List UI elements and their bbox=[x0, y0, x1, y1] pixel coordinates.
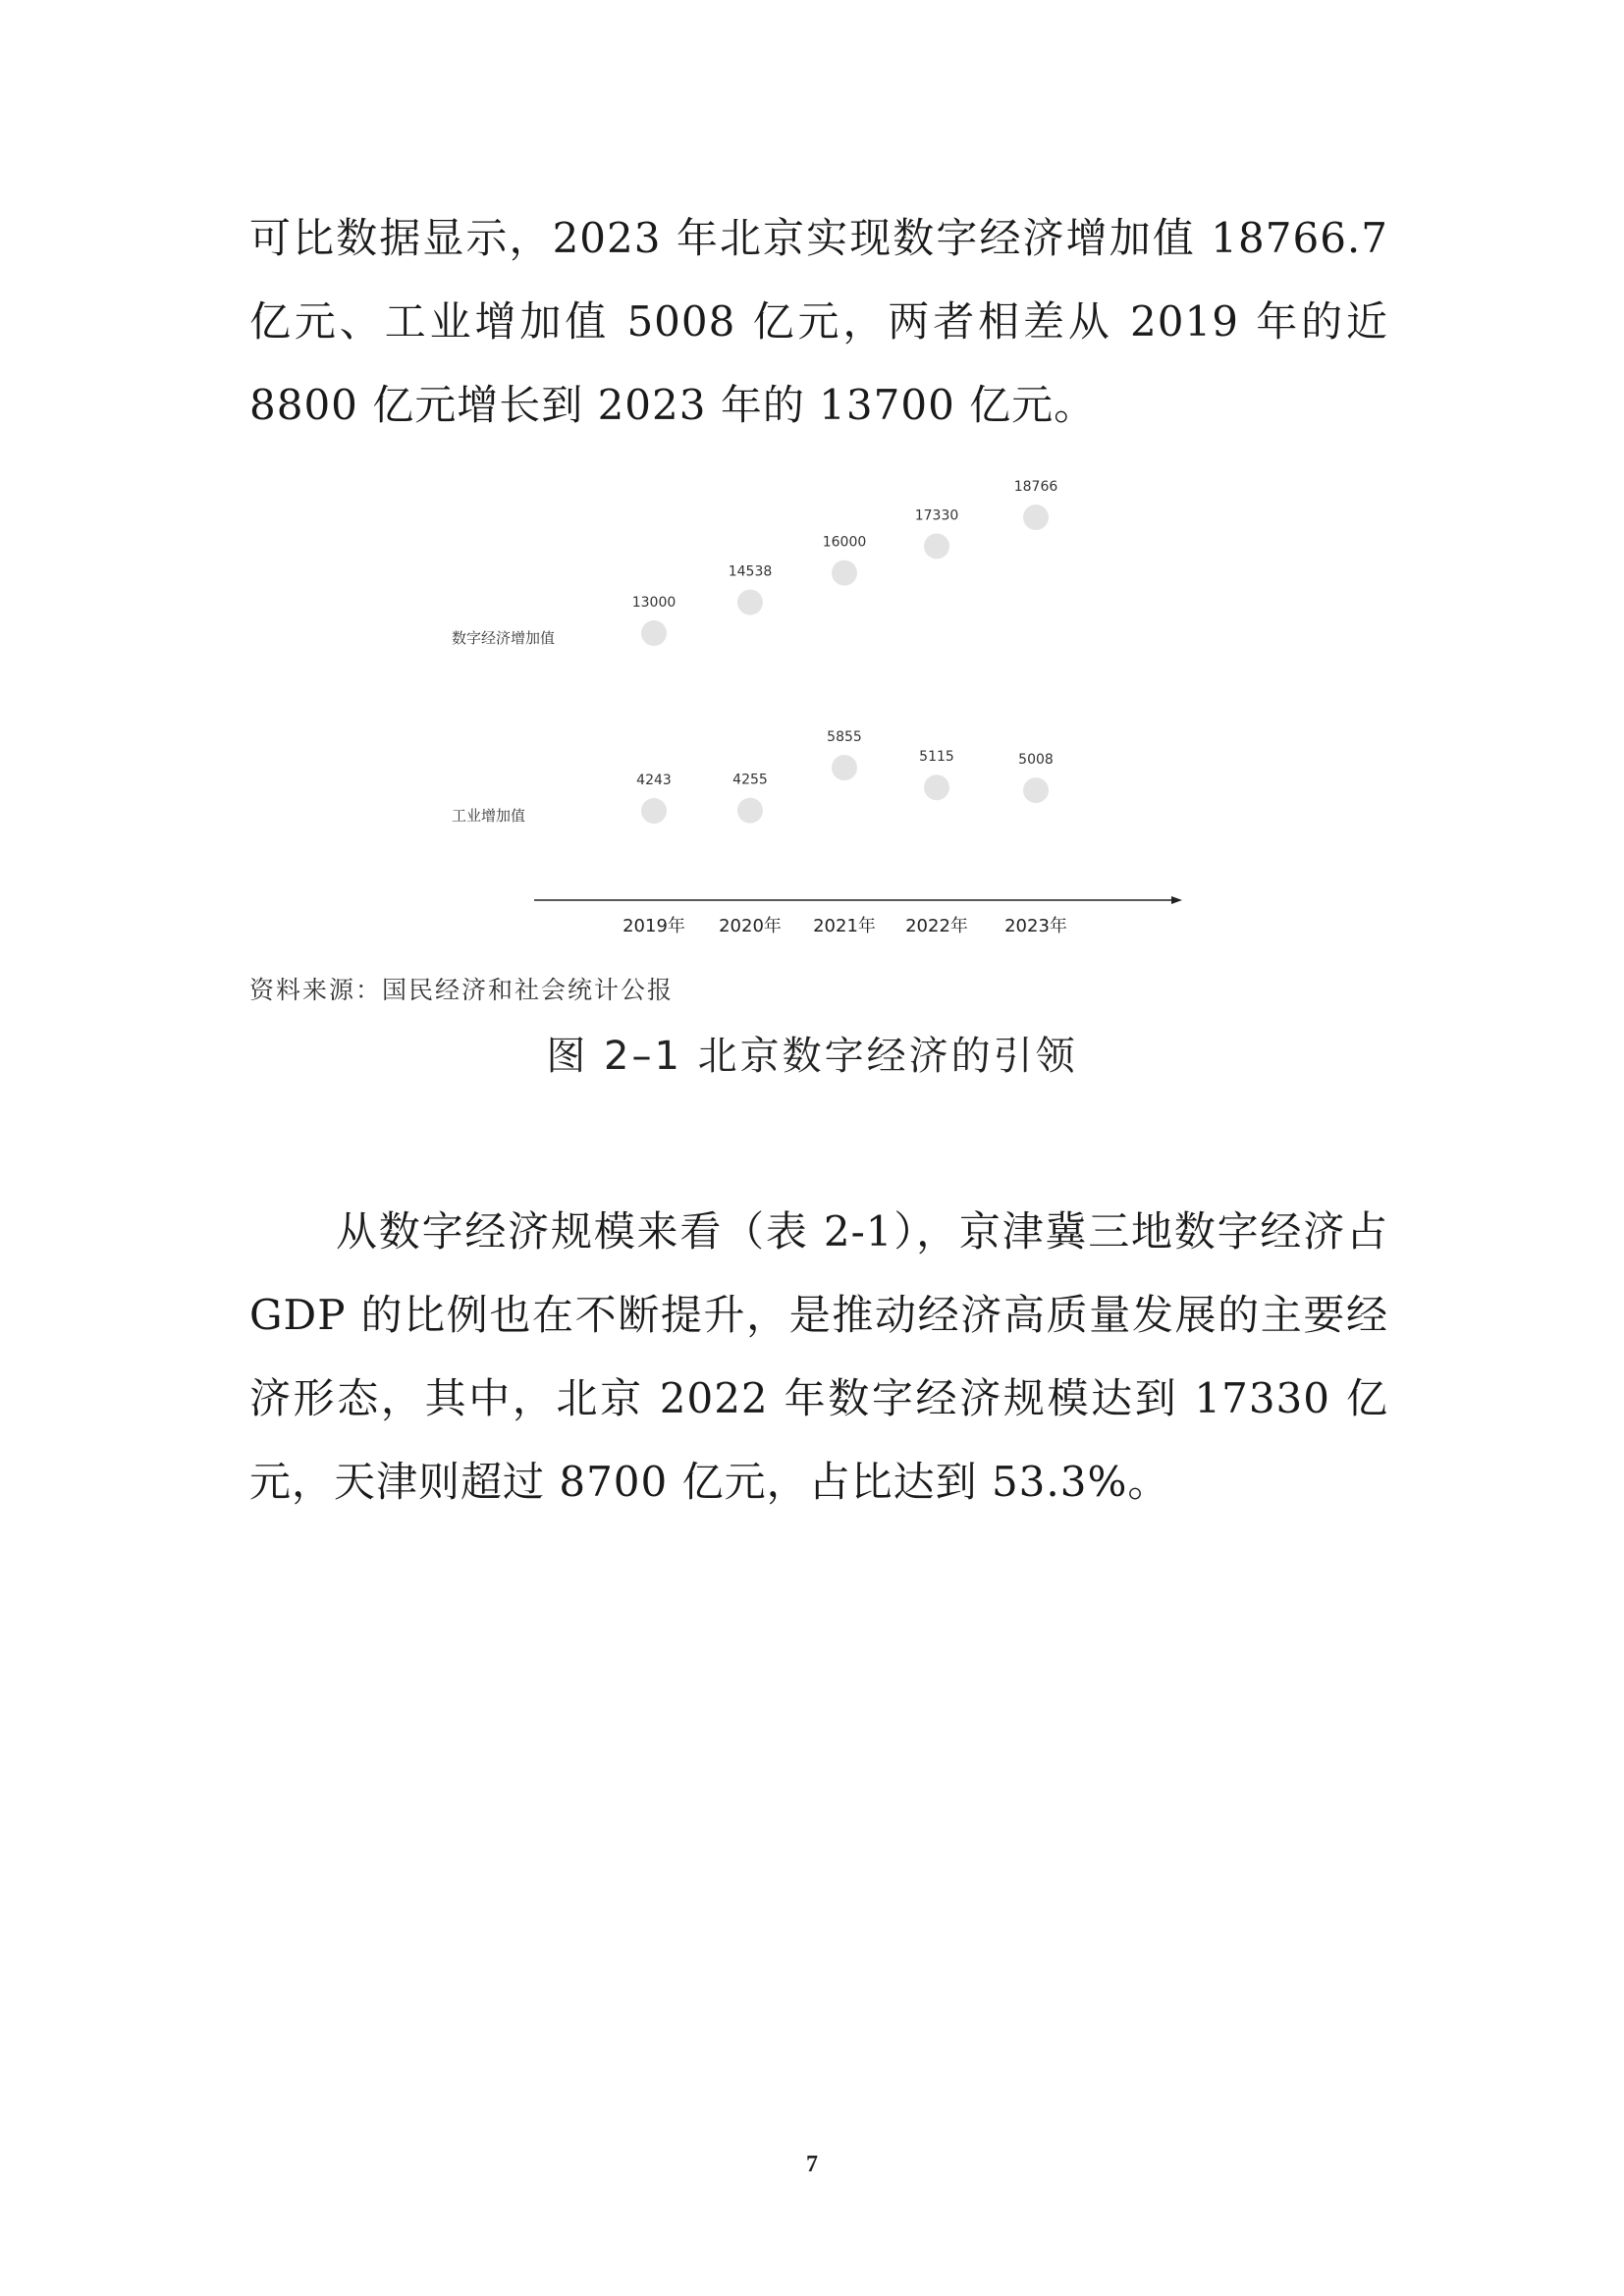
data-point bbox=[641, 620, 667, 646]
page-number: 7 bbox=[806, 2152, 818, 2177]
data-label: 16000 bbox=[822, 534, 867, 551]
data-label: 4243 bbox=[636, 773, 672, 788]
data-point bbox=[832, 561, 857, 586]
data-label: 17330 bbox=[914, 507, 959, 524]
data-point bbox=[1023, 777, 1049, 803]
x-tick-label: 2020年 bbox=[719, 916, 782, 936]
data-point bbox=[737, 590, 763, 615]
x-tick-label: 2022年 bbox=[905, 916, 968, 936]
data-label: 4255 bbox=[732, 772, 768, 788]
series-1 bbox=[452, 479, 1057, 647]
paragraph-2: 从数字经济规模来看（表 2-1），京津冀三地数字经济占 GDP 的比例也在不断提升，是推动经济高质量发展的主要经济形态，其中，北京 2022 年数字经济规模达到 17330 亿元，天津则超过 8700 亿元，占比达到 53.3%。 bbox=[249, 1207, 1388, 1506]
figure-source: 资料来源：国民经济和社会统计公报 bbox=[249, 976, 675, 1004]
series-2 bbox=[452, 729, 1054, 825]
data-label: 13000 bbox=[631, 595, 677, 611]
data-label: 18766 bbox=[1013, 479, 1058, 495]
data-point bbox=[641, 798, 667, 824]
series-label: 数字经济增加值 bbox=[452, 629, 556, 647]
data-point bbox=[737, 798, 763, 824]
digital-economy-chart bbox=[432, 461, 1198, 952]
data-point bbox=[832, 755, 857, 780]
data-label: 5008 bbox=[1018, 752, 1054, 769]
data-point bbox=[924, 533, 949, 559]
paragraph-1: 可比数据显示，2023 年北京实现数字经济增加值 18766.7 亿元、工业增加值 5008 亿元，两者相差从 2019 年的近 8800 亿元增长到 2023 年的 13700 亿元。 bbox=[249, 214, 1388, 429]
x-tick-label: 2021年 bbox=[813, 916, 876, 936]
x-tick-label: 2019年 bbox=[623, 916, 685, 936]
x-tick-label: 2023年 bbox=[1004, 916, 1067, 936]
data-label: 14538 bbox=[728, 563, 773, 580]
data-label: 5855 bbox=[827, 729, 862, 745]
data-point bbox=[1023, 505, 1049, 530]
figure-caption: 图 2–1 北京数字经济的引领 bbox=[546, 1034, 1078, 1079]
data-label: 5115 bbox=[919, 749, 954, 766]
series-label: 工业增加值 bbox=[452, 807, 526, 825]
x-axis-arrow-icon bbox=[1171, 896, 1182, 904]
data-point bbox=[924, 774, 949, 800]
